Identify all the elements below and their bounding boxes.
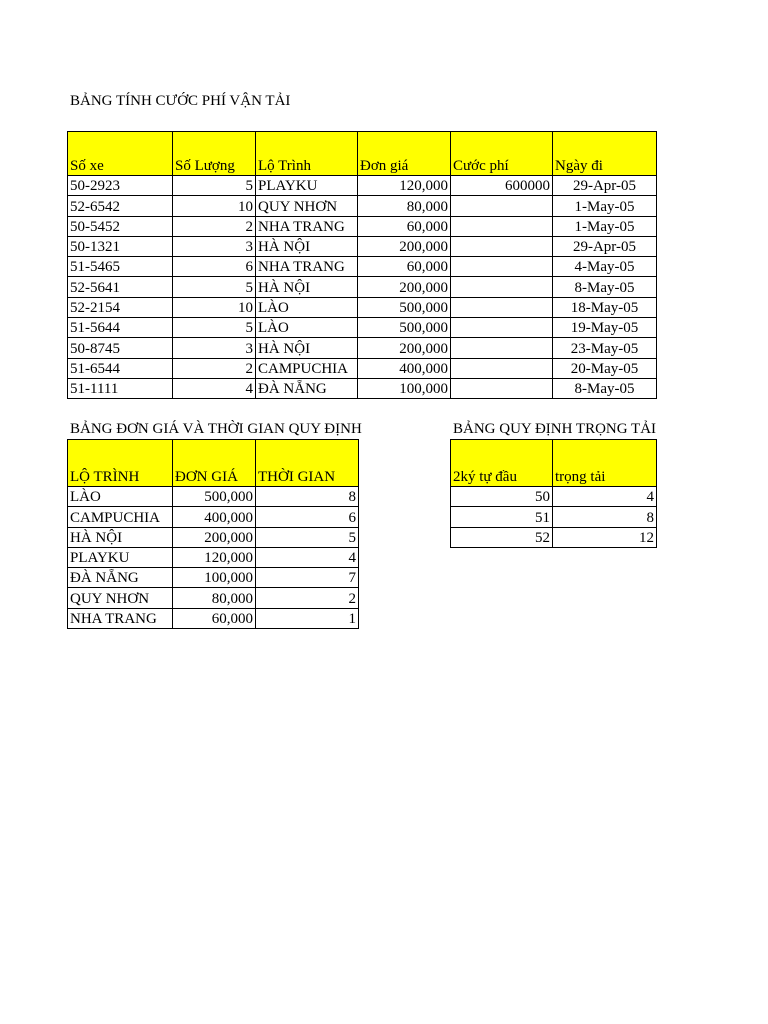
table-row (68, 236, 657, 256)
table-row (68, 588, 359, 608)
table-cell[interactable]: 7 (256, 568, 359, 588)
table-cell[interactable]: 2 (173, 358, 256, 378)
table-row (68, 378, 657, 398)
table-row (68, 527, 359, 547)
table-cell[interactable]: 50-2923 (68, 176, 173, 196)
table-header-row (451, 440, 657, 487)
table-cell[interactable]: LÀO (68, 487, 173, 507)
table-cell[interactable]: HÀ NỘI (256, 236, 358, 256)
table-cell[interactable]: 8 (256, 487, 359, 507)
table-cell[interactable]: 6 (256, 507, 359, 527)
table-cell[interactable] (451, 257, 553, 277)
table-cell[interactable] (451, 297, 553, 317)
table-cell[interactable]: 19-May-05 (553, 318, 657, 338)
table-cell[interactable]: 5 (173, 176, 256, 196)
table-cell[interactable]: HÀ NỘI (256, 338, 358, 358)
table-row (68, 257, 657, 277)
table-cell[interactable]: 200,000 (358, 236, 451, 256)
price-time-table (67, 439, 359, 629)
table-cell[interactable]: 20-May-05 (553, 358, 657, 378)
table-cell[interactable]: NHA TRANG (68, 608, 173, 628)
table-header-row (68, 440, 359, 487)
table-row (68, 318, 657, 338)
table-cell[interactable]: 52 (451, 527, 553, 547)
header-cell[interactable]: THỜI GIAN (256, 440, 359, 487)
table-row (68, 608, 359, 628)
table-cell[interactable]: 4 (553, 487, 657, 507)
header-cell[interactable]: Cước phí (451, 132, 553, 176)
table-cell[interactable] (451, 358, 553, 378)
table-row (451, 487, 657, 507)
table-cell[interactable] (451, 216, 553, 236)
table-cell[interactable]: LÀO (256, 318, 358, 338)
table-cell[interactable]: 29-Apr-05 (553, 176, 657, 196)
table-cell[interactable] (451, 236, 553, 256)
table-row (68, 277, 657, 297)
table-cell[interactable]: 4-May-05 (553, 257, 657, 277)
table-cell[interactable]: 50-8745 (68, 338, 173, 358)
table-cell[interactable]: 51-1111 (68, 378, 173, 398)
header-cell[interactable]: ĐƠN GIÁ (173, 440, 256, 487)
table-row (68, 547, 359, 567)
table-cell[interactable]: 8 (553, 507, 657, 527)
header-cell[interactable]: trọng tải (553, 440, 657, 487)
table-cell[interactable]: 6 (173, 257, 256, 277)
table-cell[interactable]: QUY NHƠN (68, 588, 173, 608)
table-cell[interactable] (451, 378, 553, 398)
table-cell[interactable]: 10 (173, 196, 256, 216)
table-row (68, 358, 657, 378)
main-title: BẢNG TÍNH CƯỚC PHÍ VẬN TẢI (70, 93, 291, 109)
load-rule-table (450, 439, 657, 548)
table-cell[interactable]: 200,000 (173, 527, 256, 547)
table-cell[interactable]: CAMPUCHIA (256, 358, 358, 378)
table-cell[interactable]: 500,000 (358, 318, 451, 338)
table-cell[interactable]: 23-May-05 (553, 338, 657, 358)
table-cell[interactable]: NHA TRANG (256, 216, 358, 236)
table-cell[interactable]: 1-May-05 (553, 216, 657, 236)
table-row (68, 176, 657, 196)
header-cell[interactable]: 2ký tự đầu (451, 440, 553, 487)
table-cell[interactable]: 51-5465 (68, 257, 173, 277)
table-cell[interactable]: CAMPUCHIA (68, 507, 173, 527)
table-cell[interactable]: 29-Apr-05 (553, 236, 657, 256)
table-row (68, 487, 359, 507)
table-cell[interactable]: 60,000 (358, 216, 451, 236)
table-cell[interactable]: HÀ NỘI (68, 527, 173, 547)
table-cell[interactable]: ĐÀ NẴNG (256, 378, 358, 398)
table-cell[interactable]: 52-5641 (68, 277, 173, 297)
table-cell[interactable]: 400,000 (173, 507, 256, 527)
table-cell[interactable]: PLAYKU (68, 547, 173, 567)
table-row (68, 196, 657, 216)
table-row (68, 297, 657, 317)
header-cell[interactable]: Đơn giá (358, 132, 451, 176)
table-cell[interactable]: 51-5644 (68, 318, 173, 338)
table-cell[interactable]: 60,000 (173, 608, 256, 628)
table-cell[interactable]: 80,000 (173, 588, 256, 608)
table-cell[interactable]: 600000 (451, 176, 553, 196)
table-cell[interactable]: HÀ NỘI (256, 277, 358, 297)
table-row (68, 216, 657, 236)
table-cell[interactable]: 120,000 (358, 176, 451, 196)
table-cell[interactable]: 10 (173, 297, 256, 317)
table-cell[interactable]: 51-6544 (68, 358, 173, 378)
table-row (451, 507, 657, 527)
table-row (68, 568, 359, 588)
table-cell[interactable] (451, 318, 553, 338)
header-cell[interactable]: Lộ Trình (256, 132, 358, 176)
table-cell[interactable]: 50 (451, 487, 553, 507)
table-cell[interactable]: 2 (173, 216, 256, 236)
table-cell[interactable]: 5 (173, 277, 256, 297)
table-cell[interactable]: QUY NHƠN (256, 196, 358, 216)
table-cell[interactable] (451, 338, 553, 358)
table-cell[interactable]: 400,000 (358, 358, 451, 378)
header-cell[interactable]: Số Lượng (173, 132, 256, 176)
table-cell[interactable]: 500,000 (173, 487, 256, 507)
table-cell[interactable]: 500,000 (358, 297, 451, 317)
table-cell[interactable]: 80,000 (358, 196, 451, 216)
table-cell[interactable]: 50-5452 (68, 216, 173, 236)
table-cell[interactable]: 3 (173, 338, 256, 358)
table-cell[interactable]: 200,000 (358, 277, 451, 297)
table-cell[interactable]: ĐÀ NẴNG (68, 568, 173, 588)
table-cell[interactable]: 60,000 (358, 257, 451, 277)
table-cell[interactable]: 12 (553, 527, 657, 547)
table-cell[interactable]: 4 (256, 547, 359, 567)
header-cell[interactable]: LỘ TRÌNH (68, 440, 173, 487)
table-cell[interactable]: 51 (451, 507, 553, 527)
table-cell[interactable]: 5 (256, 527, 359, 547)
table-cell[interactable]: 4 (173, 378, 256, 398)
table-cell[interactable]: 100,000 (358, 378, 451, 398)
table-cell[interactable]: 1 (256, 608, 359, 628)
table-cell[interactable]: 5 (173, 318, 256, 338)
freight-cost-table (67, 131, 657, 399)
table-row (68, 507, 359, 527)
table-cell[interactable]: 50-1321 (68, 236, 173, 256)
table-cell[interactable] (451, 196, 553, 216)
table-cell[interactable]: 18-May-05 (553, 297, 657, 317)
table-cell[interactable]: 120,000 (173, 547, 256, 567)
table-cell[interactable] (451, 277, 553, 297)
table-cell[interactable]: 8-May-05 (553, 378, 657, 398)
table-cell[interactable]: 3 (173, 236, 256, 256)
table-row (451, 527, 657, 547)
table-cell[interactable]: 2 (256, 588, 359, 608)
table-cell[interactable]: 52-2154 (68, 297, 173, 317)
header-cell[interactable]: Ngày đi (553, 132, 657, 176)
table-cell[interactable]: PLAYKU (256, 176, 358, 196)
table-cell[interactable]: 52-6542 (68, 196, 173, 216)
table-cell[interactable]: 100,000 (173, 568, 256, 588)
table-row (68, 338, 657, 358)
table-cell[interactable]: 200,000 (358, 338, 451, 358)
table-cell[interactable]: LÀO (256, 297, 358, 317)
table-cell[interactable]: 8-May-05 (553, 277, 657, 297)
table-header-row (68, 132, 657, 176)
table-cell[interactable]: 1-May-05 (553, 196, 657, 216)
header-cell[interactable]: Số xe (68, 132, 173, 176)
price-table-title: BẢNG ĐƠN GIÁ VÀ THỜI GIAN QUY ĐỊNH (70, 421, 362, 437)
load-table-title: BẢNG QUY ĐỊNH TRỌNG TẢI (453, 421, 656, 437)
table-cell[interactable]: NHA TRANG (256, 257, 358, 277)
